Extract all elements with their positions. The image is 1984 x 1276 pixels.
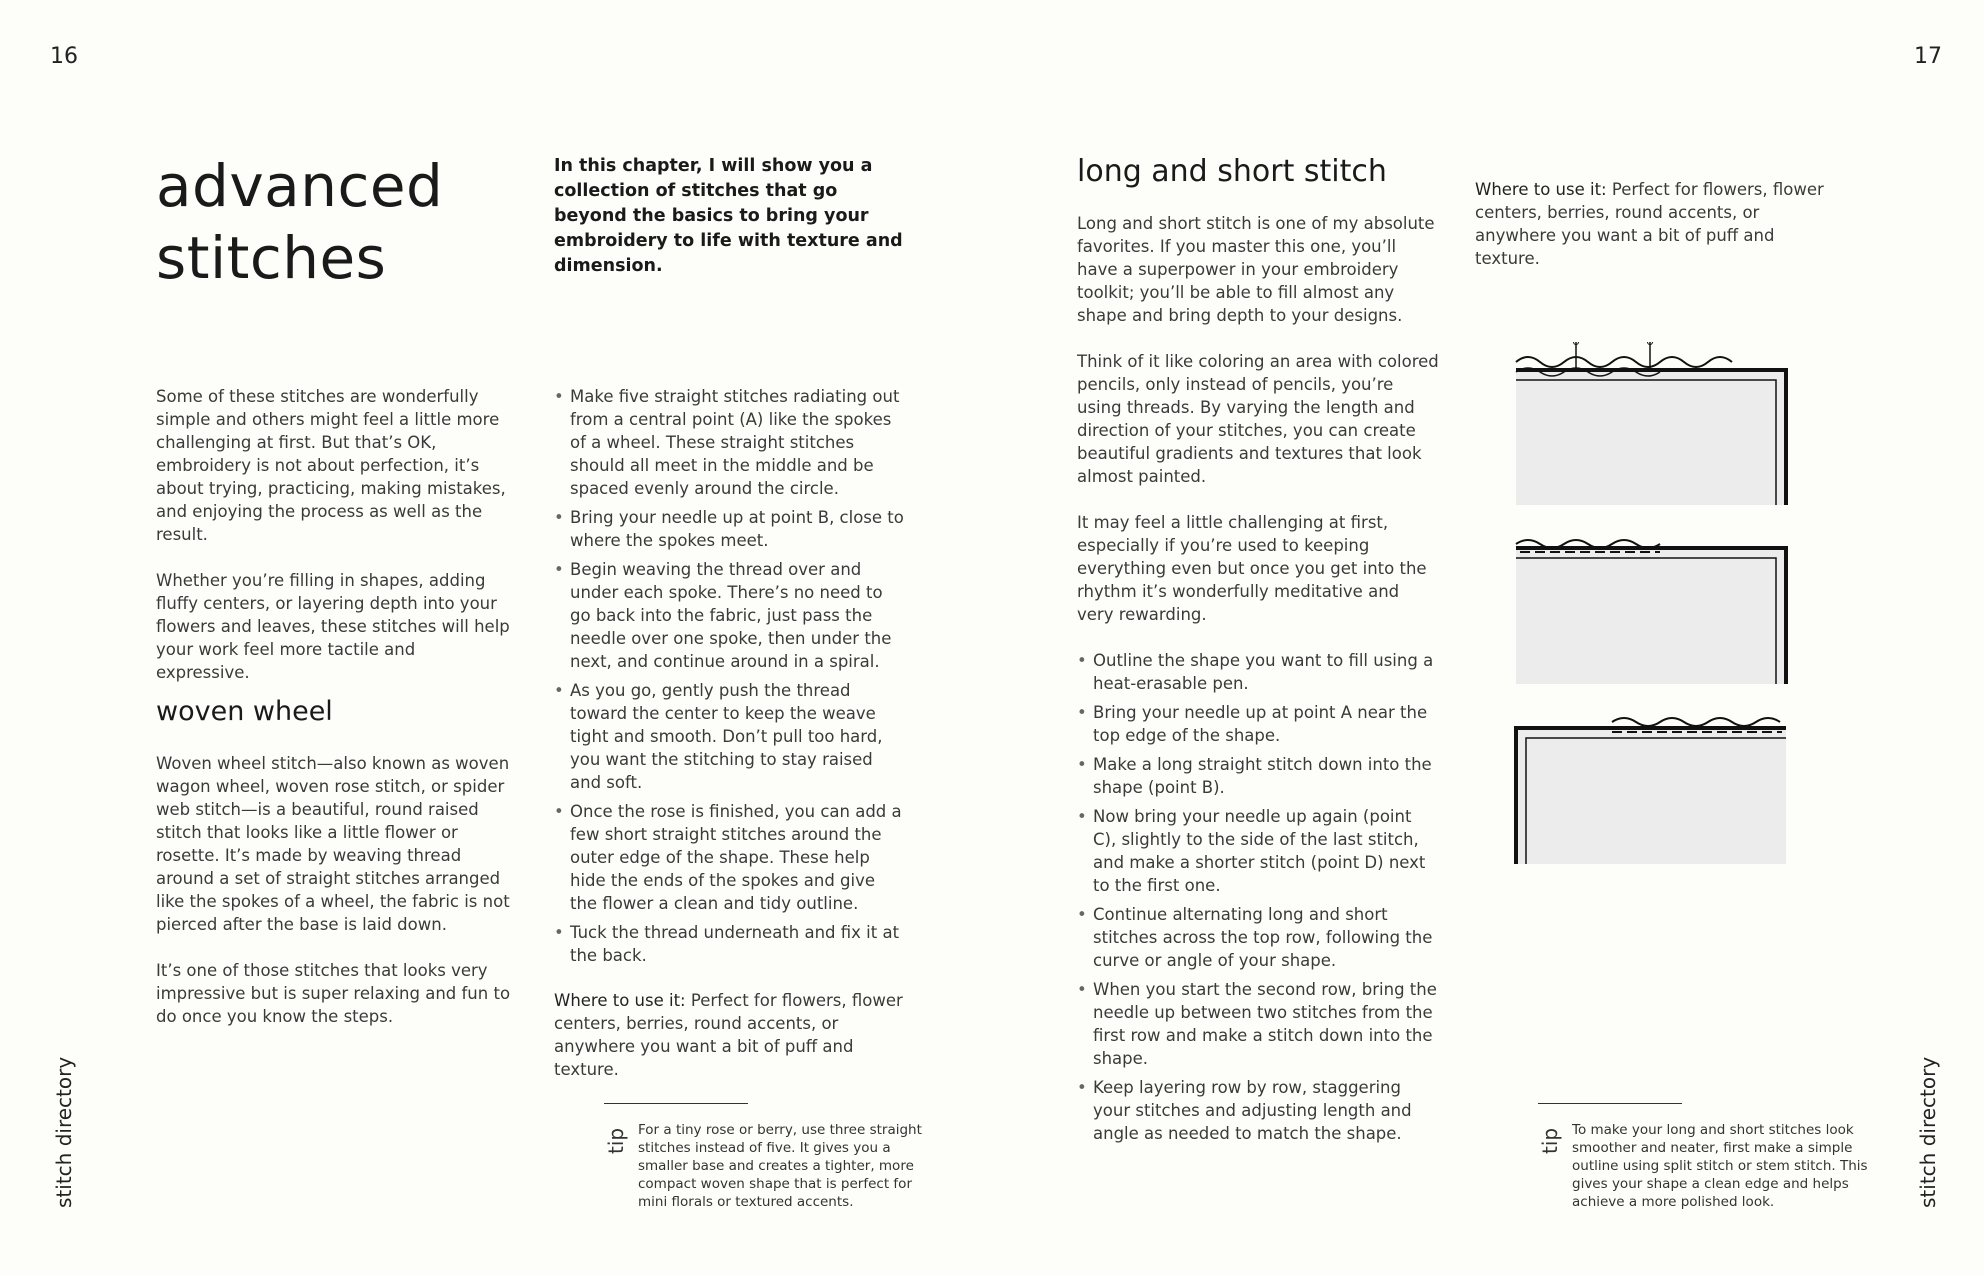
woven-paragraph-2: It’s one of those stitches that looks very impressive but is super relaxing and fun to do once you know the steps.: [156, 961, 511, 1026]
fabric-area: [1516, 370, 1786, 505]
intro-paragraph-2: Whether you’re filling in shapes, adding fluffy centers, or layering depth into your flowers and leaves, these stitches will help your work feel more tactile and expressive.: [156, 571, 510, 682]
woven-steps-column: [554, 385, 906, 1081]
list-item: • As you go, gently push the thread toward the center to keep the weave tight and smooth. Don’t pull too hard, you want the stitching to stay raised and soft.: [554, 681, 883, 792]
fabric-area: [1516, 548, 1786, 684]
bullet-icon: •: [1077, 807, 1087, 826]
stitch-diagram-1: [1510, 342, 1790, 507]
long-short-paragraph-3: It may feel a little challenging at first, especially if you’re used to keeping everything even but once you get into the rhythm it’s wonderfully meditative and very rewarding.: [1077, 513, 1427, 624]
bullet-icon: •: [1077, 703, 1087, 722]
bullet-icon: •: [554, 387, 564, 406]
where-to-use-long-short: Where to use it: Perfect for flowers, flower centers, berries, round accents, or anywhere you want a bit of puff and texture.: [1475, 180, 1824, 268]
long-short-heading: long and short stitch: [1077, 154, 1387, 189]
where-to-use-woven: Where to use it: Perfect for flowers, flower centers, berries, round accents, or anywhere you want a bit of puff and texture.: [554, 991, 903, 1079]
list-item: • Now bring your needle up again (point C), slightly to the side of the last stitch, and make a shorter stitch (point D) next to the first one.: [1077, 807, 1426, 895]
list-item: • Outline the shape you want to fill using a heat-erasable pen.: [1077, 651, 1434, 693]
stitch-diagram-3: [1512, 714, 1792, 866]
section-label-left: stitch directory: [52, 1056, 76, 1208]
bullet-icon: •: [554, 802, 564, 821]
tip-text-right: To make your long and short stitches look smoother and neater, first make a simple outline using split stitch or stem stitch. This gives your shape a clean edge and helps achieve a more polished look.: [1572, 1122, 1868, 1210]
tip-divider-right: [1538, 1103, 1682, 1104]
page-number-left: 16: [50, 44, 78, 69]
woven-steps-list: [554, 385, 906, 967]
list-item: • Bring your needle up at point A near the top edge of the shape.: [1077, 703, 1428, 745]
bullet-icon: •: [1077, 980, 1087, 999]
page-number-right: 17: [1914, 44, 1942, 69]
long-short-steps-list: [1077, 649, 1439, 1145]
bullet-icon: •: [554, 560, 564, 579]
list-item: • Keep layering row by row, staggering your stitches and adjusting length and angle as needed to match the shape.: [1077, 1078, 1412, 1143]
bullet-icon: •: [1077, 905, 1087, 924]
intro-paragraph-1: Some of these stitches are wonderfully simple and others might feel a little more challenging at first. But that’s OK, embroidery is not about perfection, it’s about trying, practicing, making mistakes, and enjoying the process as well as the result.: [156, 387, 506, 544]
section-label-right: stitch directory: [1916, 1056, 1940, 1208]
fabric-area: [1516, 728, 1786, 864]
bullet-icon: •: [1077, 755, 1087, 774]
bullet-icon: •: [1077, 651, 1087, 670]
list-item: • Make a long straight stitch down into the shape (point B).: [1077, 755, 1432, 797]
bullet-icon: •: [554, 923, 564, 942]
tip-text-left: For a tiny rose or berry, use three straight stitches instead of five. It gives you a smaller base and creates a tighter, more compact woven shape that is perfect for mini florals or textured accents.: [638, 1122, 922, 1210]
woven-wheel-heading: woven wheel: [156, 696, 333, 727]
bullet-icon: •: [554, 508, 564, 527]
tip-divider-left: [604, 1103, 748, 1104]
bullet-icon: •: [554, 681, 564, 700]
list-item: • Make five straight stitches radiating out from a central point (A) like the spokes of a wheel. These straight stitches should all meet in the middle and be spaced evenly around the circle.: [554, 387, 900, 498]
bullet-icon: •: [1077, 1078, 1087, 1097]
woven-paragraph-1: Woven wheel stitch—also known as woven wagon wheel, woven rose stitch, or spider web stitch—is a beautiful, round raised stitch that looks like a little flower or rosette. It’s made by weaving thread around a set of straight stitches arranged like the spokes of a wheel, the fabric is not pierced after the base is laid down.: [156, 754, 510, 934]
tip-label-left: tip: [604, 1127, 628, 1154]
title-line-1: advanced: [156, 152, 444, 220]
chapter-title: [156, 150, 443, 294]
long-short-paragraph-1: Long and short stitch is one of my absolute favorites. If you master this one, you’ll have a superpower in your embroidery toolkit; you’ll be able to fill almost any shape and bring depth to your designs.: [1077, 214, 1435, 325]
chapter-lead: In this chapter, I will show you a collection of stitches that go beyond the basics to bring your embroidery to life with texture and dimension.: [554, 156, 903, 276]
tip-label-right: tip: [1538, 1127, 1562, 1154]
title-line-2: stitches: [156, 224, 387, 292]
list-item: • Bring your needle up at point B, close to where the spokes meet.: [554, 508, 904, 550]
stitch-wave: [1612, 718, 1780, 726]
long-short-paragraph-2: Think of it like coloring an area with colored pencils, only instead of pencils, you’re using threads. By varying the length and direction of your stitches, you can create beautiful gradients and textures that look almost painted.: [1077, 352, 1439, 486]
stitch-diagram-2: [1510, 534, 1790, 686]
woven-wheel-column: [156, 752, 512, 1051]
list-item: • Tuck the thread underneath and fix it at the back.: [554, 923, 900, 965]
stitch-wave: [1516, 357, 1732, 367]
list-item: • Once the rose is finished, you can add a few short straight stitches around the outer edge of the shape. These help hide the ends of the spokes and give the flower a clean and tidy outline.: [554, 802, 902, 913]
long-short-column: [1077, 212, 1439, 1151]
list-item: • Continue alternating long and short stitches across the top row, following the curve or angle of your shape.: [1077, 905, 1433, 970]
list-item: • Begin weaving the thread over and under each spoke. There’s no need to go back into the fabric, just pass the needle over one spoke, then under the next, and continue around in a spiral.: [554, 560, 892, 671]
list-item: • When you start the second row, bring the needle up between two stitches from the first row and make a stitch down into the shape.: [1077, 980, 1437, 1068]
intro-column: [156, 385, 512, 707]
